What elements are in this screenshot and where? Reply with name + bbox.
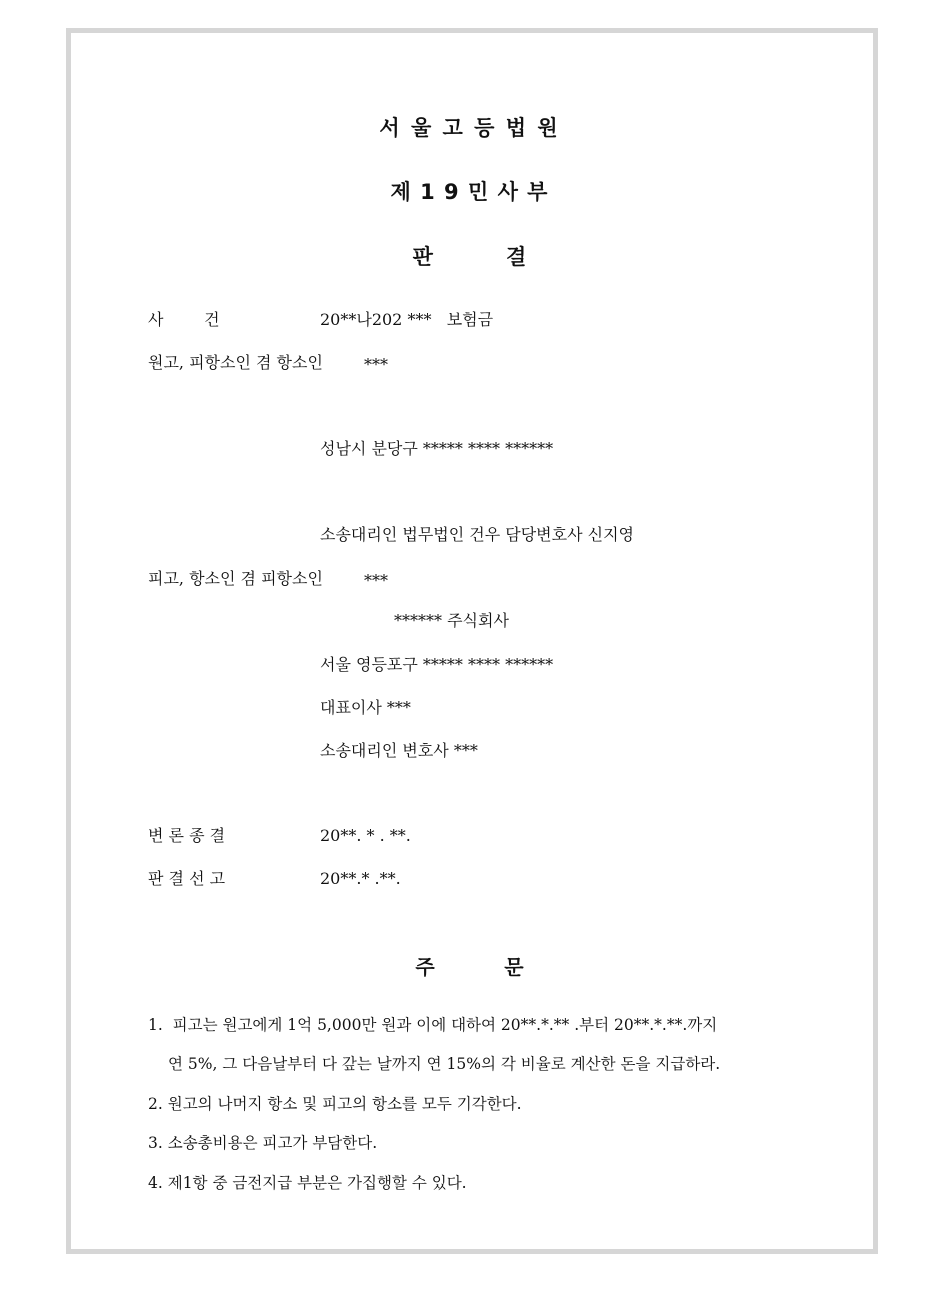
closing-label: 변 론 종 결 bbox=[148, 826, 226, 845]
plaintiff-name: *** bbox=[364, 355, 388, 374]
order-item-1: 1. 피고는 원고에게 1억 5,000만 원과 이에 대하여 20**.*.** .부터 20**.*.**.까지 bbox=[148, 1016, 718, 1034]
case-value: 20**나202 *** 보험금 bbox=[320, 310, 494, 329]
order-heading: 주 문 bbox=[415, 955, 524, 979]
closing-date: 20**. * . **. bbox=[320, 826, 411, 845]
sentence-label: 판 결 선 고 bbox=[148, 869, 226, 888]
division-name: 제 1 9 민 사 부 bbox=[390, 180, 549, 204]
defendant-address: 서울 영등포구 ***** **** ****** bbox=[320, 655, 554, 674]
sentence-date: 20**.* .**. bbox=[320, 869, 401, 888]
defendant-counsel: 소송대리인 변호사 *** bbox=[320, 741, 478, 760]
plaintiff-address: 성남시 분당구 ***** **** ****** bbox=[320, 439, 554, 458]
plaintiff-counsel: 소송대리인 법무법인 건우 담당변호사 신지영 bbox=[320, 525, 635, 544]
defendant-name: *** bbox=[364, 571, 388, 590]
case-label: 사 건 bbox=[148, 310, 220, 329]
document-type: 판 결 bbox=[412, 245, 527, 269]
defendant-label: 피고, 항소인 겸 피항소인 bbox=[148, 569, 323, 588]
plaintiff-label: 원고, 피항소인 겸 항소인 bbox=[148, 353, 323, 372]
order-item-3: 3. 소송총비용은 피고가 부담한다. bbox=[148, 1134, 378, 1152]
court-name: 서 울 고 등 법 원 bbox=[379, 116, 560, 140]
order-item-1-continued: 연 5%, 그 다음날부터 다 갚는 날까지 연 15%의 각 비율로 계산한 돈을 지급하라. bbox=[168, 1055, 721, 1073]
defendant-company: ****** 주식회사 bbox=[394, 611, 509, 630]
defendant-representative: 대표이사 *** bbox=[320, 698, 411, 717]
order-item-4: 4. 제1항 중 금전지급 부분은 가집행할 수 있다. bbox=[148, 1174, 467, 1192]
order-item-2: 2. 원고의 나머지 항소 및 피고의 항소를 모두 기각한다. bbox=[148, 1095, 522, 1113]
